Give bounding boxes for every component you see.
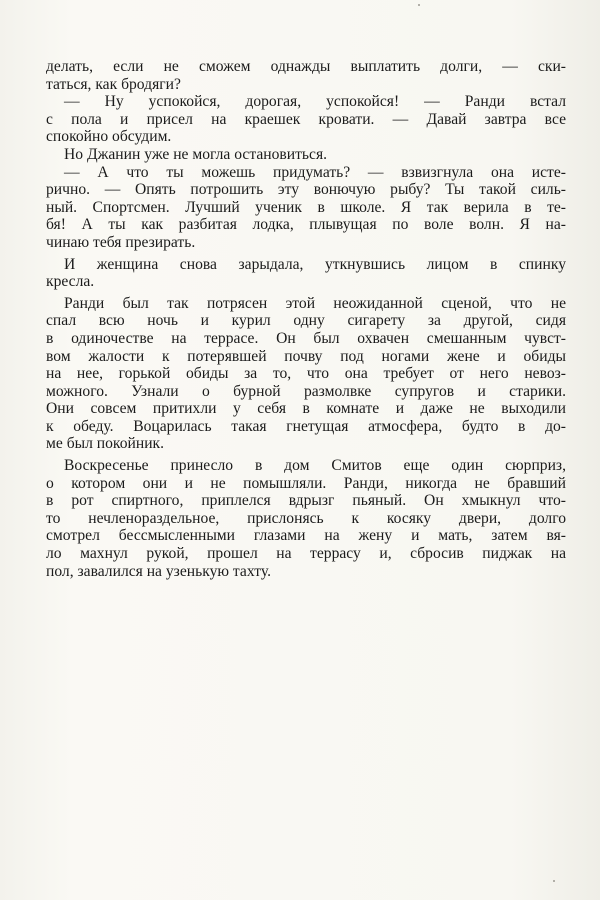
text-line: Воскресенье принесло в дом Смитов еще один сюрприз,	[64, 457, 566, 475]
paragraph	[46, 256, 566, 291]
body-text	[46, 58, 566, 580]
text-line: смотрел бессмысленными глазами на жену и мать, затем вя-	[46, 527, 566, 545]
text-line: пол, завалился на узенькую тахту.	[46, 562, 271, 580]
text-line: бя! А ты как разбитая лодка, плывущая по воле волн. Я на-	[46, 216, 566, 234]
text-line: чинаю тебя презирать.	[46, 233, 196, 251]
text-line: Ранди был так потрясен этой неожиданной сценой, что не	[64, 294, 566, 312]
text-line: И женщина снова зарыдала, уткнувшись лицом в спинку	[64, 255, 566, 273]
text-line: делать, если не сможем однажды выплатить долги, — ски-	[46, 58, 566, 75]
speck	[418, 4, 420, 6]
text-line: о котором они и не помышляли. Ранди, никогда не бравший	[46, 474, 566, 492]
paragraph	[46, 93, 566, 146]
paragraph	[46, 58, 566, 93]
text-line: Они совсем притихли у себя в комнате и даже не выходили	[46, 400, 566, 418]
text-line: ло махнул рукой, прошел на террасу и, сбросив пиджак на	[46, 545, 566, 563]
text-line: таться, как бродяги?	[46, 75, 181, 93]
text-line: вом жалости к потерявшей почву под ногами жене и обиды	[46, 347, 566, 365]
speck	[553, 880, 555, 882]
text-line: ный. Спортсмен. Лучший ученик в школе. Я так верила в те-	[46, 198, 566, 216]
text-line: рично. — Опять потрошить эту вонючую рыбу? Ты такой силь-	[46, 181, 566, 199]
paragraph	[46, 295, 566, 453]
text-line: к обеду. Воцарилась такая гнетущая атмосфера, будто в до-	[46, 417, 566, 435]
text-line: в рот спиртного, приплелся вдрызг пьяный. Он хмыкнул что-	[46, 492, 566, 510]
text-line: с пола и присел на краешек кровати. — Давай завтра все	[46, 110, 566, 128]
text-line: спал всю ночь и курил одну сигарету за другой, сидя	[46, 312, 566, 330]
text-line: спокойно обсудим.	[46, 128, 172, 146]
text-line: Но Джанин уже не могла остановиться.	[64, 145, 328, 163]
text-line: в одиночестве на террасе. Он был охвачен смешанным чувст-	[46, 329, 566, 347]
text-line: кресла.	[46, 273, 95, 291]
text-line: то нечленораздельное, прислонясь к косяку двери, долго	[46, 509, 566, 527]
text-line: — Ну успокойся, дорогая, успокойся! — Ранди встал	[64, 93, 566, 111]
text-line: можного. Узнали о бурной размолвке супругов и старики.	[46, 382, 566, 400]
text-line: на нее, горькой обиды за то, что она требует от него невоз-	[46, 365, 566, 383]
paragraph	[46, 457, 566, 580]
text-line: ме был покойник.	[46, 435, 165, 453]
paragraph	[46, 146, 566, 164]
paragraph	[46, 164, 566, 252]
text-line: — А что ты можешь придумать? — взвизгнула она исте-	[64, 163, 566, 181]
